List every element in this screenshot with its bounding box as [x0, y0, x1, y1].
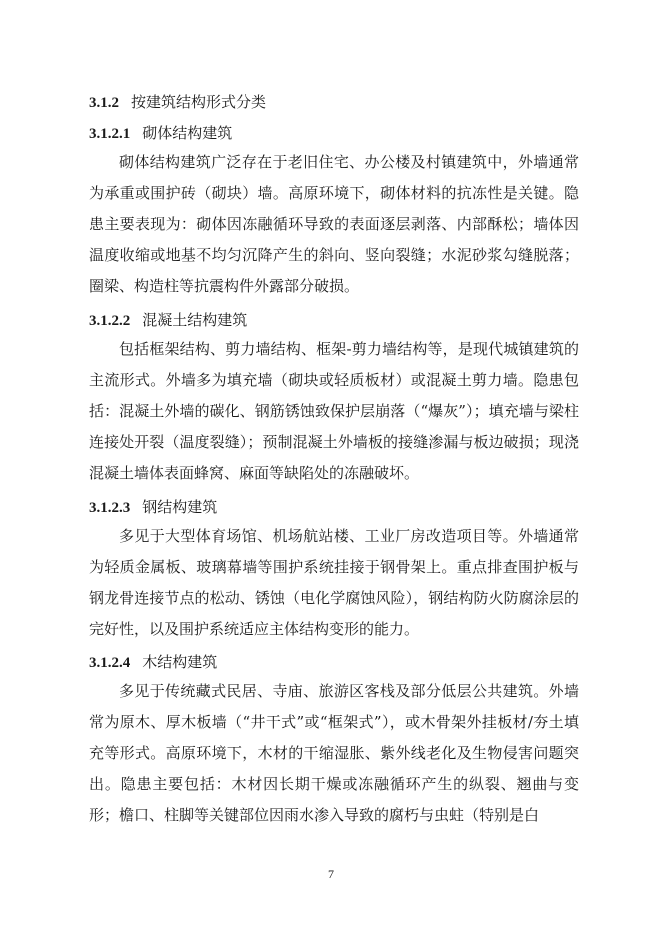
- section-heading-3-1-2-3: [89, 497, 217, 518]
- section-body-steel: 多见于大型体育场馆、机场航站楼、工业厂房改造项目等。外墙通常为轻质金属板、玻璃幕墙等围护系统挂接于钢骨架上。重点排查围护板与钢龙骨连接节点的松动、锈蚀（电化学腐蚀风险），钢结构防火防腐涂层的完好性，以及围护系统适应主体结构变形的能力。: [89, 527, 579, 638]
- section-number: 3.1.2.2: [89, 313, 131, 329]
- section-title: 钢结构建筑: [142, 498, 218, 516]
- section-heading-3-1-2-4: [89, 652, 217, 673]
- section-number: 3.1.2.3: [89, 500, 131, 516]
- section-heading-3-1-2-1: [89, 123, 232, 144]
- section-number: 3.1.2: [89, 95, 119, 111]
- section-heading-3-1-2-2: [89, 310, 247, 331]
- section-title: 木结构建筑: [142, 653, 218, 671]
- section-body-masonry: 砌体结构建筑广泛存在于老旧住宅、办公楼及村镇建筑中，外墙通常为承重或围护砖（砌块）墙。高原环境下，砌体材料的抗冻性是关键。隐患主要表现为：砌体因冻融循环导致的表面逐层剥落、内部酥松；墙体因温度收缩或地基不均匀沉降产生的斜向、竖向裂缝；水泥砂浆勾缝脱落；圈梁、构造柱等抗震构件外露部分破损。: [89, 153, 579, 295]
- page-number: 7: [328, 867, 334, 881]
- section-title: 按建筑结构形式分类: [131, 93, 267, 111]
- section-heading-3-1-2: [89, 92, 266, 113]
- section-title: 混凝土结构建筑: [142, 311, 248, 329]
- section-body-concrete: 包括框架结构、剪力墙结构、框架-剪力墙结构等，是现代城镇建筑的主流形式。外墙多为填充墙（砌块或轻质板材）或混凝土剪力墙。隐患包括：混凝土外墙的碳化、钢筋锈蚀致保护层崩落（“爆灰”）；填充墙与梁柱连接处开裂（温度裂缝）；预制混凝土外墙板的接缝渗漏与板边破损；现浇混凝土墙体表面蜂窝、麻面等缺陷处的冻融破坏。: [89, 340, 579, 482]
- section-number: 3.1.2.1: [89, 126, 131, 142]
- section-number: 3.1.2.4: [89, 655, 131, 671]
- section-title: 砌体结构建筑: [142, 124, 233, 142]
- section-body-timber: 多见于传统藏式民居、寺庙、旅游区客栈及部分低层公共建筑。外墙常为原木、厚木板墙（“井干式”或“框架式”），或木骨架外挂板材/夯土填充等形式。高原环境下，木材的干缩湿胀、紫外线老化及生物侵害问题突出。隐患主要包括：木材因长期干燥或冻融循环产生的纵裂、翘曲与变形；檐口、柱脚等关键部位因雨水渗入导致的腐朽与虫蛀（特别是白: [89, 682, 579, 824]
